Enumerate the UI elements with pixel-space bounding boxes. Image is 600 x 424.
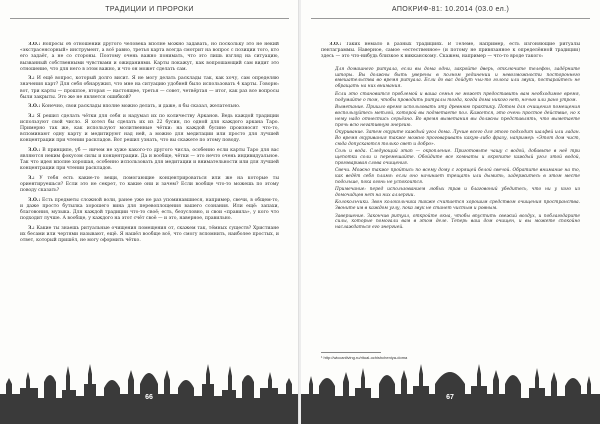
paragraph-text: Конечно, свои расклады вполне можно делать, и даже, я бы сказал, желательно.: [41, 104, 241, 110]
speaker-label: З.:: [28, 113, 35, 119]
speaker-label: З.:: [28, 175, 35, 181]
paragraph-text: Таких немало в разных традициях. В Телеме, например, есть изгоняющие ритуалы пентаграммы. Наверное, самое «естественное» (и потому не привязанное к определённой традиции) здесь — это что-нибудь близкое к викканскому. Скажем, например — что-то вроде такого:: [321, 42, 580, 60]
paragraph: [20, 114, 279, 145]
paragraph: [20, 104, 279, 110]
quote-paragraph: Выметание. Пришло время использовать эту древнюю практику. Потом для очищения помещения воспользуйтесь метлой, которой вы подметаете пол. Кажется, это очень простое действие, но к нему надо отнестись серьёзно. Во время выметания вы должны представлять, что выметаете прочь всю негативную энергию.: [335, 104, 580, 128]
speaker-label: З.О.:: [28, 104, 41, 110]
right-page: [301, 0, 600, 424]
page-number-right: 67: [446, 394, 454, 401]
city-skyline-decoration: [0, 354, 299, 424]
footnote-rule: [321, 352, 381, 353]
paragraph: [20, 42, 279, 73]
paragraph-text: У тебя есть какие-то вещи, помогающие концентрироваться или же на которые ты ориентируешься? Если это не секрет, то какие они и зачем? Если вообще что-то можешь по этому поводу сказать?: [20, 175, 279, 194]
speaker-label: З.:: [28, 225, 35, 231]
quote-paragraph: Соль и вода. Следующий этап — окропление. Приготовьте чашу с водой, добавьте в неё три щепотки соли и перемешайте. Обойдите все комнаты и окропите каждый угол этой водой, проговаривая слова очищения.: [335, 148, 580, 166]
paragraph-text: И ещё вопрос, который долго висит. Я не могу делать расклады так, как хочу, сам определяю значения карт? Для себя обнаружил, что мне на ситуацию удобней было использовать 4 карты. Говорю: вот, три карты — прошлое, вторая — настоящее, третья — совет, четвёртая — итог, как раз все вопросы были закрыты. Это же не является ошибкой?: [20, 76, 279, 100]
speaker-label: З.О.:: [28, 147, 41, 153]
quote-paragraph: Окуривание. Затем окурите каждый угол дома. Лучше всего для этого подходит шалфей или ладан. Во время окуривания также можно проговаривать какую-либо фразу, например: «Этот дом чист, сюда допускаются только свет и добро».: [335, 129, 580, 147]
city-skyline-decoration: [301, 354, 600, 424]
quote-paragraph: Для домашнего ритуала, если вы дома одни, закройте дверь, отключите телефон, задёрните шторы. Вы должны быть уверены в полном уединении и невозможности постороннего вмешательства во время ритуала. Если до вас дойдут чьи-то голоса или звуки, постарайтесь не обращать на них внимания.: [335, 66, 580, 90]
paragraph-text: В принципе, уб — ничем не хуже какого-то другого числа, особенно если карты Таро для вас являются неким фокусом силы и концентрации. Да и вообще, чётки — это нечто очень индивидуальное. Так что идея вполне хорошая, особенно использовать для медитации и внимательности или для лучшей концентрации при чтении раскладов.: [20, 147, 279, 172]
paragraph-text: Есть предметы сложной воли, ранее уже не раз упоминавшиеся, например, свечи, в общем-то, и даже просто бутылка хорошего вина для перевоплощения вашего сознания. Или ещё: запахи, благовония, музыка. Для каждой традиции что-то своё; есть, безусловно, и свои «правила», у кого что подходит лучше. А вообще, у каждого на этот счёт своё — и это, наверное, правильно.: [20, 197, 279, 222]
ritual-quote-block: [335, 67, 580, 232]
quote-paragraph: Свечи. Можно также пройтись по всему дому с горящей белой свечой. Обратите внимание на то, как ведёт себя пламя: если оно начинает трещать или дымить, задержитесь в этом месте подольше, пока огонь не успокоится.: [335, 168, 580, 185]
speaker-label: З.:: [28, 76, 35, 82]
paragraph-text: Вопросы об отношении другого человека вполне можно задавать, но поскольку это не некий «экстрасенсорный» инструмент, а всё равно, третья карта всегда смотрит на вопрос с позиции того, кто его задаёт, а не со стороны. Поэтому очень важно понимать, что это лишь взгляд на ситуацию, вызванный собственными чувствами и ожиданиями. Карты покажут, как вопрошающий сам видит это отношение, что для него в этом важно, и что он может сделать сам.: [20, 42, 279, 72]
paragraph: [20, 198, 279, 223]
running-head-right: АПОКРИФ-81: 10.2014 (03.0 ел.): [391, 6, 510, 13]
speaker-label: З.О.:: [329, 42, 342, 47]
header-rule-left: [10, 18, 289, 19]
paragraph-text: Я решил сделать чётки для себя и надумал их по количеству Арканов. Ведь каждой традиции используют свой число. Я хотел бы сделать их из 22 бусин, по одной для каждого аркана Таро. Примерно так же, как используют молитвенные чётки: на каждой бусине произносят что-то, вспоминают одну карту и медитируют над ней, а можно для медитации или просто для лучшей концентрации при чтении раскладов. Вот решил узнать, что вы скажете по этому поводу.: [20, 113, 279, 144]
right-page-body: [321, 42, 580, 342]
quote-paragraph: Если это становится проблемой и ваша семья не может предоставить вам необходимое время, подумайте о том, чтобы проводить ритуалы тогда, когда дома никого нет, ночью или рано утром.: [335, 91, 580, 103]
footnote-link[interactable]: ¹ http://wiccanliving.ru/ritual-ochishcheniya-doma: [321, 355, 408, 360]
speaker-label: З.О.:: [28, 42, 41, 47]
quote-paragraph: Колокольчики. Звон колокольчика также считается хорошим средством очищения пространства. Звоните им в каждом углу, пока звук не станет чистым и ровным.: [335, 200, 580, 212]
page-number-left: 66: [145, 394, 153, 401]
paragraph: [20, 176, 279, 195]
left-page: [0, 0, 299, 424]
quote-paragraph: Завершение. Закончив ритуал, откройте окна, чтобы впустить свежий воздух, и поблагодарите силы, которые помогали вам в этом деле. Теперь ваш дом очищен, и вы можете спокойно наслаждаться его энергией.: [335, 213, 580, 231]
paragraph: [20, 76, 279, 101]
paragraph: [20, 148, 279, 173]
quote-paragraph: Примечание: перед использованием любых трав и благовоний убедитесь, что ни у кого из домочадцев нет на них аллергии.: [335, 187, 580, 199]
paragraph-text: Какие ты знаешь ритуальные очищения помещения от, скажем так, тёмных существ? Христиане их бесами или чертями называют, ещё. Я нашёл вообще всё, что смогу вспомнить, наиболее простых, и ответ, который пришёл, не могу оформить чётко.: [20, 225, 279, 243]
header-rule-right: [311, 18, 590, 19]
running-head-left: ТРАДИЦИИ И ПРОРОКИ: [105, 6, 194, 13]
intro-paragraph: [321, 42, 580, 61]
speaker-label: З.О.:: [28, 197, 41, 203]
paragraph: [20, 226, 279, 245]
left-page-body: [20, 42, 279, 342]
